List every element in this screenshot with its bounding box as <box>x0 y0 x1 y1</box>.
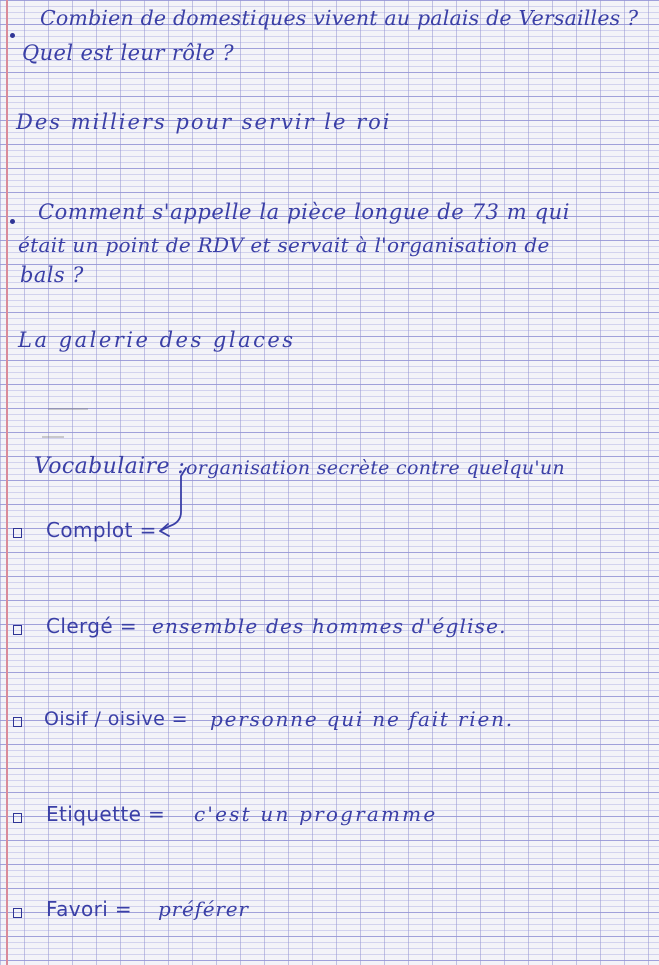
vocab-definition-clerge: ensemble des hommes d'église. <box>152 614 507 638</box>
question-1-line-1: Combien de domestiques vivent au palais de Versailles ? <box>40 6 639 30</box>
question-1-line-2: Quel est leur rôle ? <box>22 41 235 65</box>
answer-1: Des milliers pour servir le roi <box>16 110 392 134</box>
checkbox-icon <box>13 717 22 727</box>
question-2-line-3: bals ? <box>20 263 84 287</box>
checkbox-icon <box>13 528 22 538</box>
vocab-definition-favori: préférer <box>158 897 249 921</box>
vocabulary-note: organisation secrète contre quelqu'un <box>186 457 565 479</box>
vocabulary-heading: Vocabulaire : <box>34 454 186 479</box>
vocab-term-etiquette: Etiquette = <box>46 802 166 826</box>
vocab-definition-oisif: personne qui ne fait rien. <box>210 707 514 731</box>
vocab-term-clerge: Clergé = <box>46 614 138 638</box>
answer-2: La galerie des glaces <box>18 328 296 352</box>
vocab-definition-etiquette: c'est un programme <box>194 802 438 826</box>
checkbox-icon <box>13 813 22 823</box>
vocab-term-oisif: Oisif / oisive = <box>44 708 188 730</box>
question-2-line-2: était un point de RDV et servait à l'organisation de <box>18 233 550 257</box>
question-2-line-1: Comment s'appelle la pièce longue de 73 m qui <box>38 200 571 224</box>
vocab-term-complot: Complot = <box>46 518 157 542</box>
vocab-term-favori: Favori = <box>46 897 133 921</box>
checkbox-icon <box>13 908 22 918</box>
checkbox-icon <box>13 625 22 635</box>
